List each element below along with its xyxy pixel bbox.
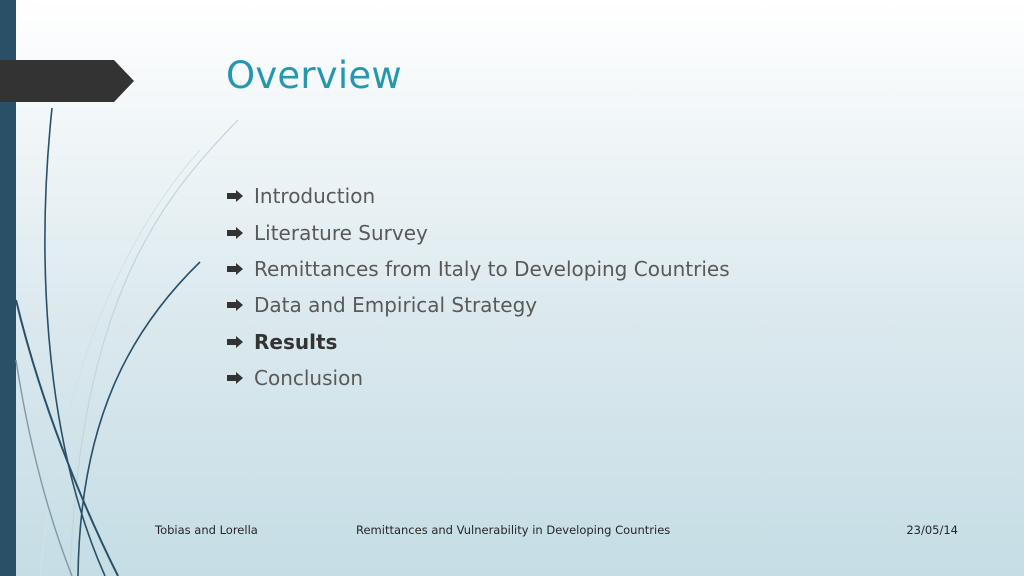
decorative-line-light (40, 150, 200, 576)
arrow-right-icon (226, 336, 244, 348)
bullet-item (226, 214, 730, 250)
decorative-line-dark (45, 108, 105, 576)
arrow-right-icon (226, 372, 244, 384)
footer-presentation-title: Remittances and Vulnerability in Developing Countries (356, 523, 671, 537)
bullet-item (226, 251, 730, 287)
bullet-label: Data and Empirical Strategy (254, 293, 538, 318)
decorative-line-light (70, 120, 238, 576)
bullet-item (226, 360, 730, 396)
slide-title: Overview (226, 54, 402, 97)
bullet-label: Introduction (254, 184, 376, 209)
bullet-item (226, 287, 730, 323)
bullet-label-emphasized: Results (254, 329, 338, 354)
footer-authors: Tobias and Lorella (155, 523, 258, 537)
bullet-item (226, 178, 730, 214)
footer-date: 23/05/14 (906, 523, 958, 537)
bullet-item-emphasized (226, 324, 730, 360)
arrow-right-icon (226, 190, 244, 202)
bullet-label: Literature Survey (254, 220, 428, 245)
arrow-right-icon (226, 263, 244, 275)
bullet-label: Conclusion (254, 366, 363, 391)
title-tab-arrow (0, 60, 134, 102)
arrow-right-icon (226, 299, 244, 311)
bullet-label: Remittances from Italy to Developing Countries (254, 256, 730, 281)
arrow-right-icon (226, 227, 244, 239)
bullet-list (226, 178, 730, 396)
